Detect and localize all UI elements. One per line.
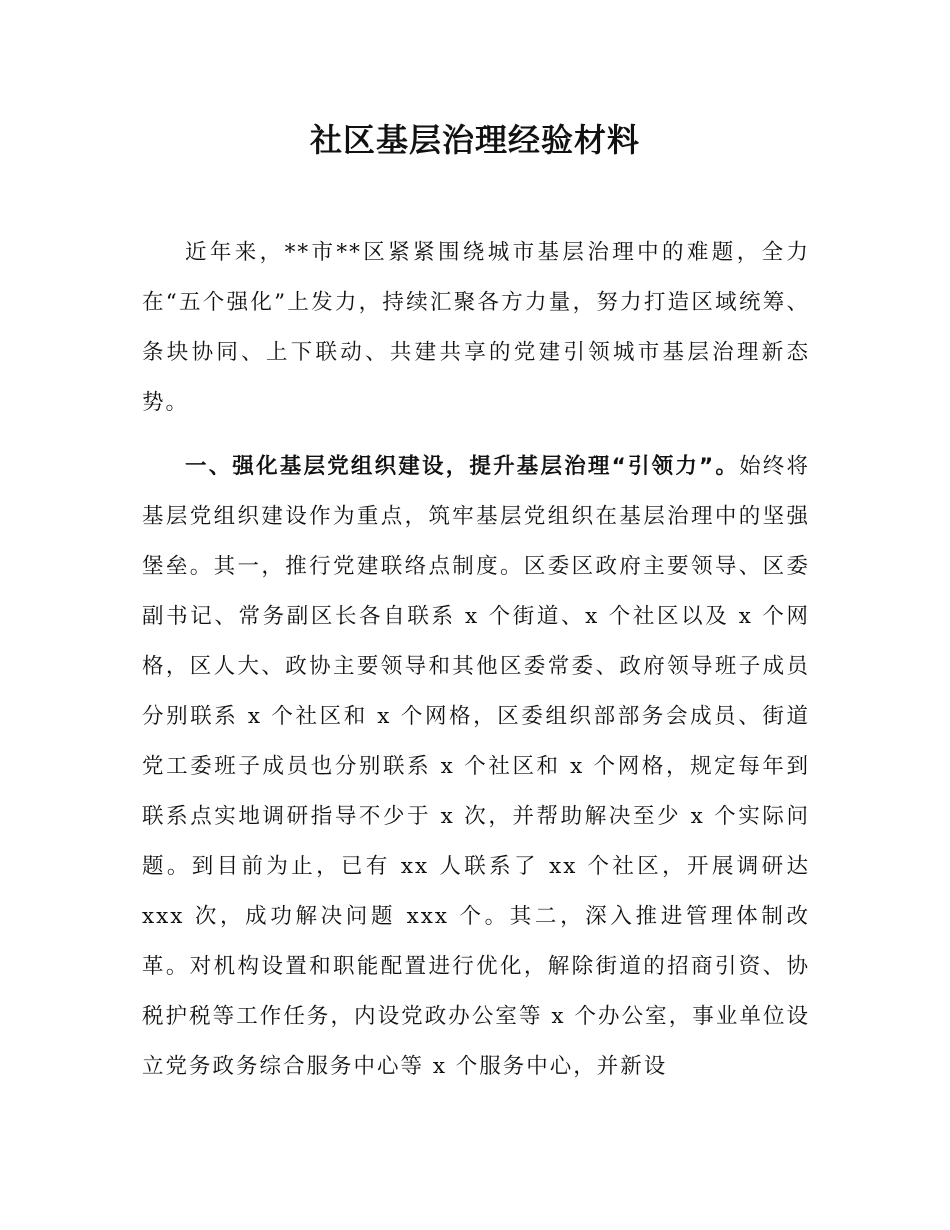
section-1-heading: 一、强化基层党组织建设，提升基层治理“引领力”。 [185,454,740,479]
document-body [142,228,810,1092]
paragraph-gap [142,428,810,442]
section-1-paragraph [142,442,810,1092]
intro-paragraph: 近年来，**市**区紧紧围绕城市基层治理中的难题，全力在“五个强化”上发力，持续汇聚各方力量，努力打造区域统筹、条块协同、上下联动、共建共享的党建引领城市基层治理新态势。 [142,240,810,415]
section-1-body: 始终将基层党组织建设作为重点，筑牢基层党组织在基层治理中的坚强堡垒。其一，推行党建联络点制度。区委区政府主要领导、区委副书记、常务副区长各自联系 x 个街道、x 个社区以及 x 个网格，区人大、政协主要领导和其他区委常委、政府领导班子成员分别联系 x 个社区和 x 个网格，区委组织部部务会成员、街道党工委班子成员也分别联系 x 个社区和 x 个网格，规定每年到联系点实地调研指导不少于 x 次，并帮助解决至少 x 个实际问题。到目前为止，已有 xx 人联系了 xx 个社区，开展调研达 xxx 次，成功解决问题 xxx 个。其二，深入推进管理体制改革。对机构设置和职能配置进行优化，解除街道的招商引资、协税护税等工作任务，内设党政办公室等 x 个办公室，事业单位设立党务政务综合服务中心等 x 个服务中心，并新设 [142,454,810,1079]
document-title: 社区基层治理经验材料 [309,121,640,159]
